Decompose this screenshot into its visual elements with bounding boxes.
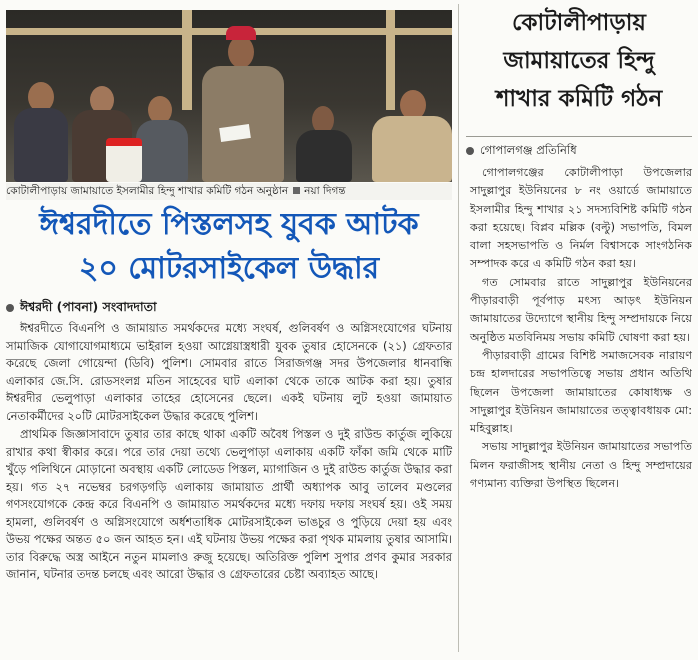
main-byline [6, 299, 157, 319]
side-paragraph: সভায় সাদুল্লাপুর ইউনিয়ন জামায়াতের সভাপতি মিলন ফরাজীসহ স্থানীয় নেতা ও হিন্দু সম্প্রদায়ের গণ্যমান্য ব্যক্তিরা উপস্থিত ছিলেন। [470, 440, 692, 491]
photo-post [182, 10, 192, 110]
photo-caption [6, 183, 452, 200]
side-paragraph: গোপালগঞ্জের কোটালীপাড়া উপজেলার সাদুল্লাপুর ইউনিয়নের ৮ নং ওয়ার্ডে জামায়াতে ইসলামীর হিন্দু শাখার ২১ সদস্যবিশিষ্ট কমিটি গঠন করা হয়েছে। বিপ্লব মল্লিক (বল্টু) সভাপতি, বিমল বালা সহসভাপতি ও নির্মল বিশ্বাসকে সাংগঠনিক সম্পাদক করে এ কমিটি গঠন করা হয়। [470, 166, 692, 271]
main-headline-line2: ২০ মোটরসাইকেল উদ্ধার [78, 251, 380, 286]
main-byline-text: ঈশ্বরদী (পাবনা) সংবাদদাতা [20, 299, 157, 314]
column-divider [458, 4, 459, 652]
photo-credit: নয়া দিগন্ত [304, 185, 346, 197]
side-headline-line: কোটালীপাড়ায় [512, 10, 646, 36]
side-byline-text: গোপালগঞ্জ প্রতিনিধি [480, 143, 577, 157]
side-headline-line: শাখার কমিটি গঠন [495, 86, 663, 112]
side-paragraph: গত সোমবার রাতে সাদুল্লাপুর ইউনিয়নের পীড়ারবাড়ী পূর্বপাড় মৎস্য আড়ৎ ইউনিয়ন জামায়াতের উদ্যোগে স্থানীয় হিন্দু সম্প্রদায়কে নিয়ে অনুষ্ঠিত মতবিনিময় সভায় কমিটি ঘোষণা করা হয়। [470, 275, 692, 344]
side-headline [466, 4, 692, 118]
main-headline-line1: ঈশ্বরদীতে পিস্তলসহ যুবক আটক [39, 207, 419, 242]
side-headline-line: জামায়াতের হিন্দু [503, 48, 655, 74]
main-article-body [6, 320, 452, 585]
photo-caption-text: কোটালীপাড়ায় জামায়াতে ইসলামীর হিন্দু শাখার কমিটি গঠন অনুষ্ঠান [6, 185, 289, 197]
photo-post-right [386, 10, 395, 110]
main-paragraph: ঈশ্বরদীতে বিএনপি ও জামায়াত সমর্থকদের মধ্যে সংঘর্ষ, গুলিবর্ষণ ও অগ্নিসংযোগের ঘটনায় সামাজিক যোগাযোগমাধ্যমে ভাইরাল হওয়া আগ্নেয়াস্ত্রধারী যুবক তুষার হোসেনকে (২১) গ্রেফতার করেছে জেলা গোয়েন্দা (ডিবি) পুলিশ। সোমবার রাতে সিরাজগঞ্জ সদর উপজেলার ধানবান্ধি এলাকার জে.সি. রোডসংলগ্ন মতিন সাহেবের ঘাট এলাকা থেকে তাকে আটক করা হয়। তুষার ঈশ্বরদীর ভেলুপাড়া এলাকার তাহের হোসেনের ছেলে। একই ঘটনায় লুট হওয়া জামায়াত নেতাকর্মীদের ২০টি মোটরসাইকেল উদ্ধার করেছে পুলিশ। [6, 321, 452, 423]
news-photo [6, 10, 452, 182]
main-headline [6, 203, 452, 291]
side-article-body [470, 164, 692, 493]
bullet-icon [466, 147, 474, 155]
side-byline [466, 136, 692, 158]
bullet-icon [6, 304, 14, 312]
caption-square-icon [293, 187, 300, 194]
main-paragraph: প্রাথমিক জিজ্ঞাসাবাদে তুষার তার কাছে থাকা একটি অবৈধ পিস্তল ও দুই রাউন্ড কার্তুজ লুকিয়ে রাখার কথা স্বীকার করে। পরে তার দেয়া তথ্যে ভেলুপাড়া এলাকায় একটি ফাঁকা জমি থেকে মাটি খুঁড়ে পলিথিনে মোড়ানো অবস্থায় একটি লোডেড পিস্তল, ম্যাগাজিন ও দুই রাউন্ড কার্তুজ উদ্ধার করা হয়। গত ২৭ নভেম্বর চরগড়গড়ি এলাকায় জামায়াত প্রার্থী অধ্যাপক আবু তালেব মণ্ডলের গণসংযোগকে কেন্দ্র করে বিএনপি ও জামায়াত সমর্থকদের মধ্যে দফায় দফায় সংঘর্ষ হয়। ওই সময় হামলা, গুলিবর্ষণ ও অগ্নিসংযোগে অর্ধশতাধিক মোটরসাইকেল ভাঙচুর ও পুড়িয়ে দেয়া হয় এবং উভয় পক্ষের অন্তত ৫০ জন আহত হন। এই ঘটনায় উভয় পক্ষের করা পৃথক মামলায় তুষার আসামি। তার বিরুদ্ধে অস্ত্র আইনে নতুন মামলাও রুজু হয়েছে। অতিরিক্ত পুলিশ সুপার প্রণব কুমার সরকার জানান, ঘটনার তদন্ত চলছে এবং আরো উদ্ধার ও গ্রেফতারের চেষ্টা অব্যাহত আছে। [6, 427, 452, 581]
side-paragraph: পীড়ারবাড়ী গ্রামের বিশিষ্ট সমাজসেবক নারায়ণ চন্দ্র হালদারের সভাপতিত্বে সভায় প্রধান অতিথি ছিলেন উপজেলা জামায়াতের কোষাধ্যক্ষ ও সাদুল্লাপুর ইউনিয়ন জামায়াতের তত্ত্বাবধায়ক মো: মহিবুল্লাহ। [470, 348, 692, 436]
photo-jar [106, 138, 142, 182]
